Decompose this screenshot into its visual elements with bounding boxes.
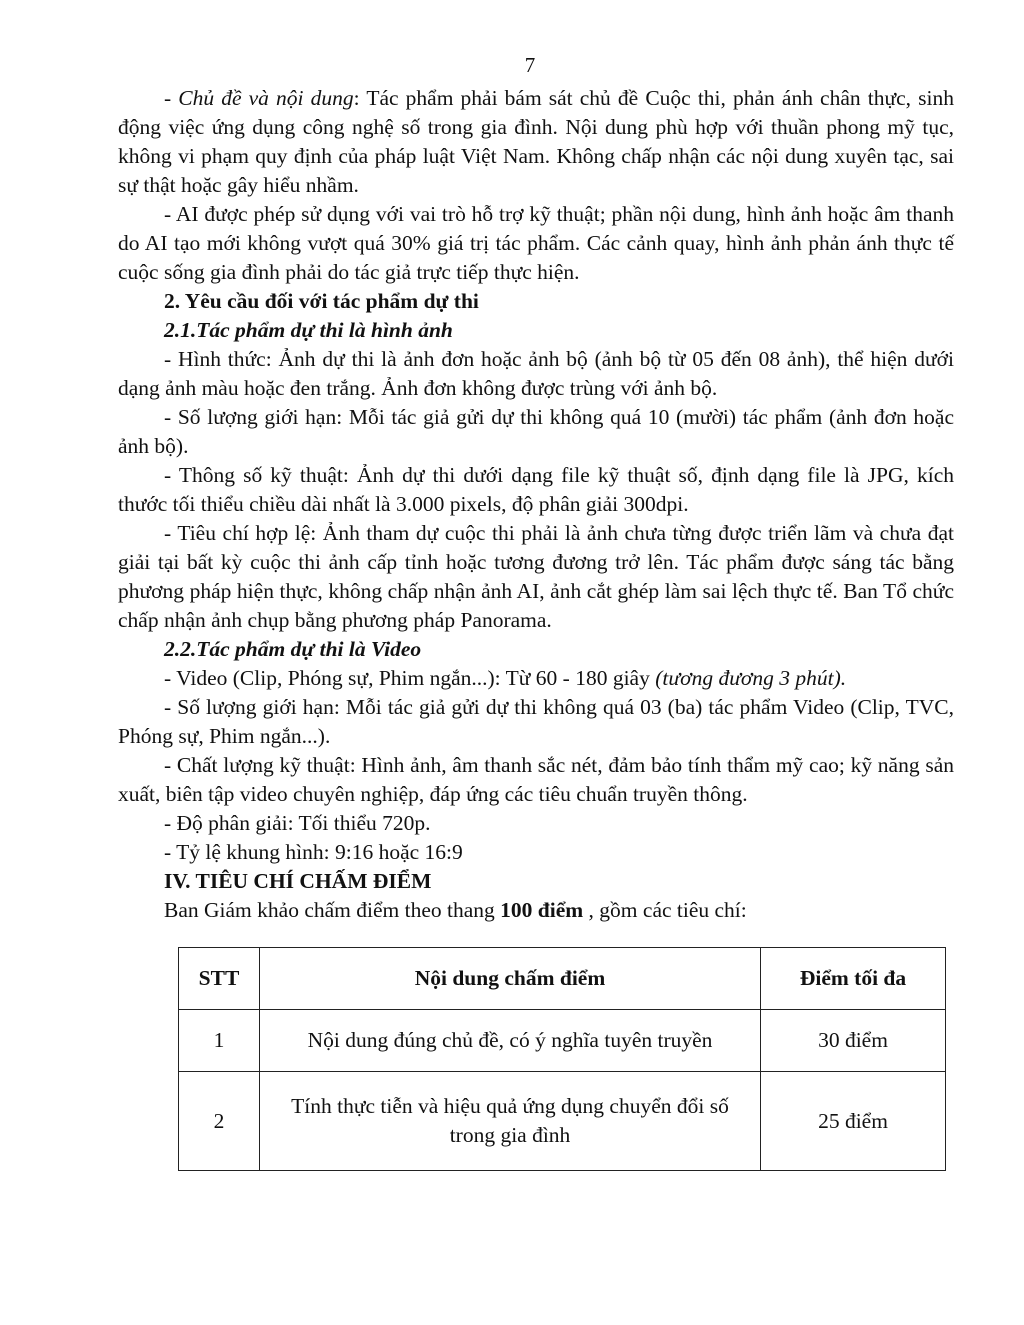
header-max-score: Điểm tối đa <box>761 948 946 1010</box>
video-duration-text: - Video (Clip, Phóng sự, Phim ngắn...): Từ 60 - 180 giây <box>164 666 656 690</box>
paragraph-video-quantity: - Số lượng giới hạn: Mỗi tác giả gửi dự thi không quá 03 (ba) tác phẩm Video (Clip, TVC, Phóng sự, Phim ngắn...). <box>118 695 954 748</box>
paragraph-dash: - <box>164 86 179 110</box>
paragraph-image-specs: - Thông số kỹ thuật: Ảnh dự thi dưới dạng file kỹ thuật số, định dạng file là JPG, kích thước tối thiểu chiều dài nhất là 3.000 pixels, độ phân giải 300dpi. <box>118 463 954 516</box>
table-cell-stt: 2 <box>179 1072 260 1171</box>
table-row <box>179 1072 946 1171</box>
scoring-table <box>178 947 946 1171</box>
subheading-image-entries: 2.1.Tác phẩm dự thi là hình ảnh <box>164 318 453 342</box>
page-number: 7 <box>524 53 536 77</box>
table-cell-content: Tính thực tiễn và hiệu quả ứng dụng chuyển đổi số trong gia đình <box>260 1072 761 1171</box>
scoring-total: 100 điểm <box>500 898 584 922</box>
section-heading-scoring: IV. TIÊU CHÍ CHẤM ĐIỂM <box>164 869 432 893</box>
paragraph-image-quantity: - Số lượng giới hạn: Mỗi tác giả gửi dự thi không quá 10 (mười) tác phẩm (ảnh đơn hoặc ảnh bộ). <box>118 405 954 458</box>
table-cell-score: 25 điểm <box>761 1072 946 1171</box>
page-body <box>118 84 954 925</box>
paragraph-topic-content <box>118 84 954 200</box>
scoring-intro-text: Ban Giám khảo chấm điểm theo thang <box>164 898 501 922</box>
paragraph-video-resolution: - Độ phân giải: Tối thiểu 720p. <box>164 811 431 835</box>
topic-content-label: Chủ đề và nội dung <box>178 86 354 110</box>
paragraph-image-criteria: - Tiêu chí hợp lệ: Ảnh tham dự cuộc thi phải là ảnh chưa từng được triển lãm và chưa đạt giải tại bất kỳ cuộc thi ảnh cấp tỉnh hoặc tương đương trở lên. Tác phẩm được sáng tác bằng phương pháp hiện thực, không chấp nhận ảnh AI, ảnh cắt ghép làm sai lệch thực tế. Ban Tổ chức chấp nhận ảnh chụp bằng phương pháp Panorama. <box>118 521 954 632</box>
header-content: Nội dung chấm điểm <box>260 948 761 1010</box>
paragraph-ai-usage: - AI được phép sử dụng với vai trò hỗ trợ kỹ thuật; phần nội dung, hình ảnh hoặc âm thanh do AI tạo mới không vượt quá 30% giá trị tác phẩm. Các cảnh quay, hình ảnh phản ánh thực tế cuộc sống gia đình phải do tác giả trực tiếp thực hiện. <box>118 202 954 284</box>
section-heading-requirements: 2. Yêu cầu đối với tác phẩm dự thi <box>164 289 479 313</box>
header-stt: STT <box>179 948 260 1010</box>
paragraph-image-format: - Hình thức: Ảnh dự thi là ảnh đơn hoặc ảnh bộ (ảnh bộ từ 05 đến 08 ảnh), thể hiện dưới dạng ảnh màu hoặc đen trắng. Ảnh đơn không được trùng với ảnh bộ. <box>118 347 954 400</box>
paragraph-video-duration <box>164 664 954 693</box>
table-cell-score: 30 điểm <box>761 1010 946 1072</box>
paragraph-video-quality: - Chất lượng kỹ thuật: Hình ảnh, âm thanh sắc nét, đảm bảo tính thẩm mỹ cao; kỹ năng sản xuất, biên tập video chuyên nghiệp, đáp ứng các tiêu chuẩn truyền thông. <box>118 753 954 806</box>
paragraph-video-aspect-ratio: - Tỷ lệ khung hình: 9:16 hoặc 16:9 <box>164 840 463 864</box>
table-row <box>179 1010 946 1072</box>
video-duration-note: (tương đương 3 phút). <box>655 666 847 690</box>
table-cell-stt: 1 <box>179 1010 260 1072</box>
paragraph-scoring-intro <box>164 896 954 925</box>
subheading-video-entries: 2.2.Tác phẩm dự thi là Video <box>164 637 422 661</box>
table-cell-content: Nội dung đúng chủ đề, có ý nghĩa tuyên truyền <box>260 1010 761 1072</box>
topic-content-text: : Tác phẩm phải bám sát chủ đề Cuộc thi, phản ánh chân thực, sinh động việc ứng dụng công nghệ số trong gia đình. Nội dung phù hợp với thuần phong mỹ tục, không vi phạm quy định của pháp luật Việt Nam. Không chấp nhận các nội dung xuyên tạc, sai sự thật hoặc gây hiểu nhầm. <box>118 86 954 197</box>
scoring-intro-tail: , gồm các tiêu chí: <box>583 898 747 922</box>
table-header-row <box>179 948 946 1010</box>
